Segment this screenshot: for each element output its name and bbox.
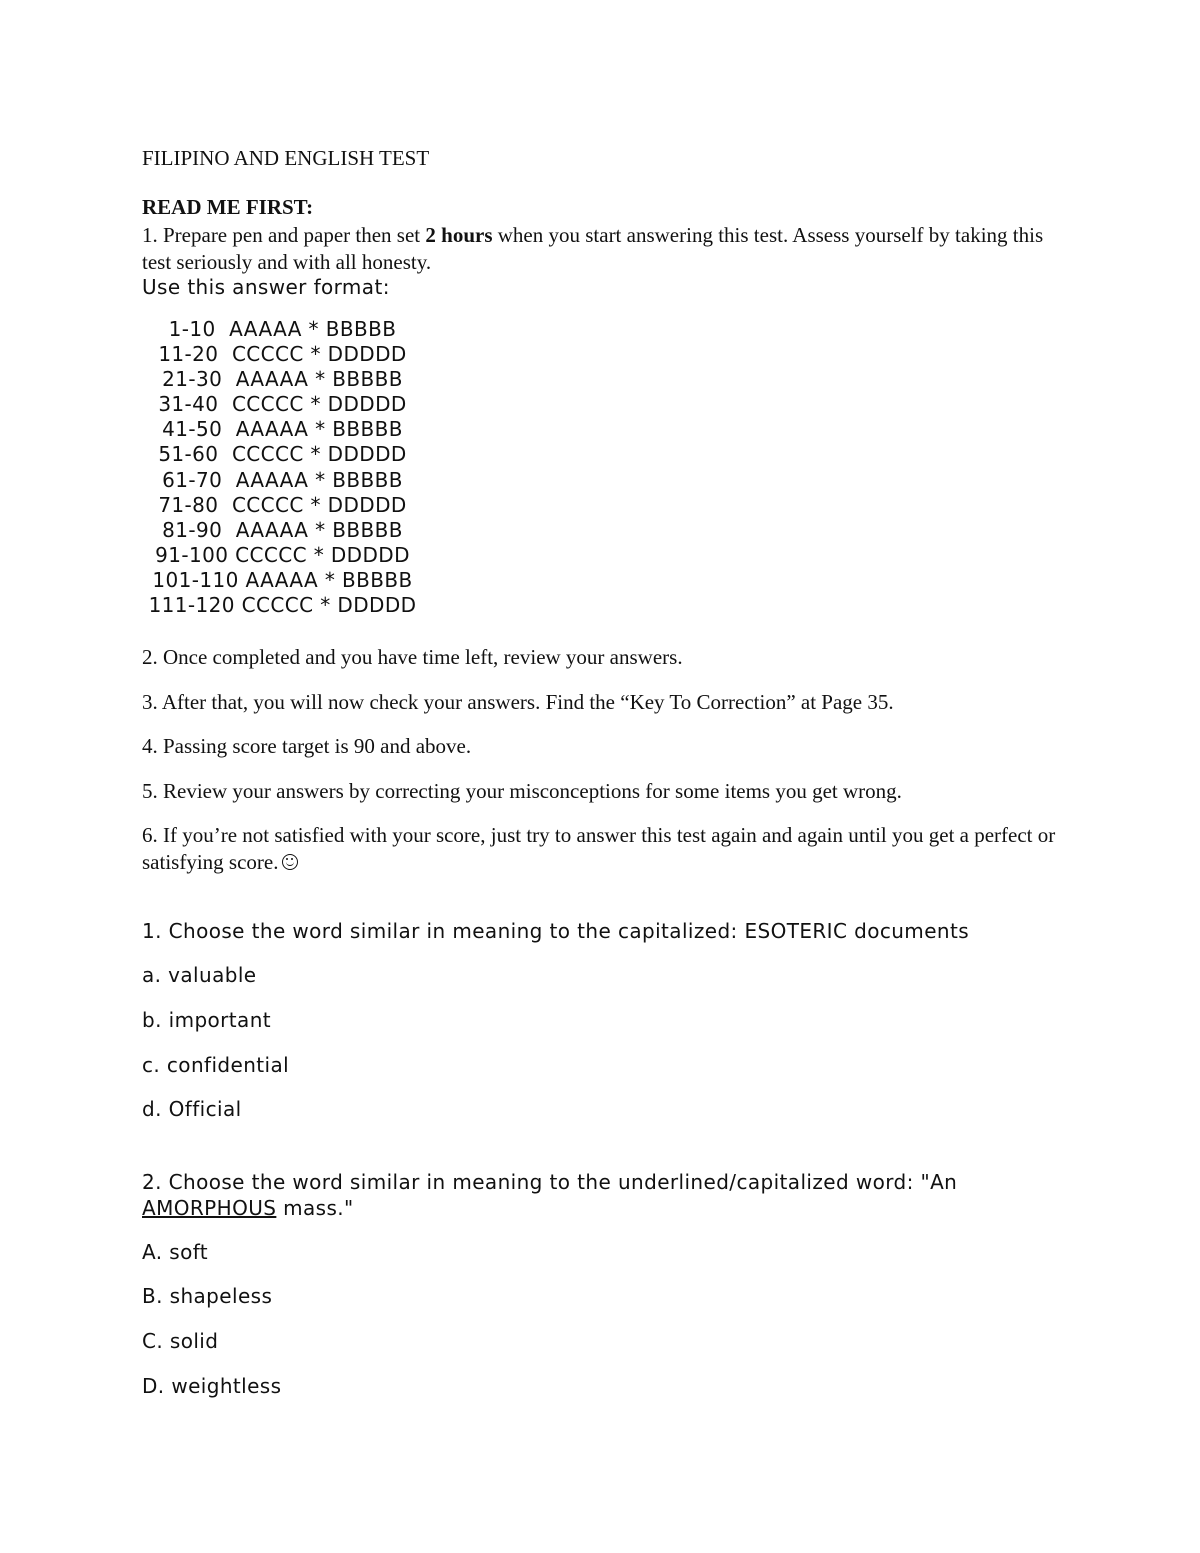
answer-format-line: 31-40 CCCCC * DDDDD (158, 392, 407, 417)
document-title: FILIPINO AND ENGLISH TEST (142, 146, 430, 170)
instruction-1-after: when you start answering this test. Assess yourself by taking this test seriously and with all honesty. (142, 223, 1044, 274)
instruction-1 (142, 222, 1072, 276)
answer-format-line: 61-70 AAAAA * BBBBB (162, 467, 403, 492)
answer-format-line: 1-10 AAAAA * BBBBB (168, 317, 397, 341)
question-1-option-c: c. confidential (142, 1053, 290, 1077)
answer-format-line: 21-30 AAAAA * BBBBB (162, 367, 403, 392)
question-2-option-d: D. weightless (142, 1374, 282, 1398)
answer-format-line: 101-110 AAAAA * BBBBB (152, 567, 413, 592)
question-1-option-d: d. Official (142, 1097, 242, 1121)
rule-6-text: 6. If you’re not satisfied with your score, just try to answer this test again and again until you get a perfect or satisfying score. (142, 823, 1056, 874)
question-1-option-a: a. valuable (142, 963, 257, 987)
answer-format-list (142, 317, 442, 618)
use-format-label: Use this answer format: (142, 275, 390, 299)
rule-3: 3. After that, you will now check your answers. Find the “Key To Correction” at Page 35. (142, 690, 894, 714)
answer-format-line: 81-90 AAAAA * BBBBB (162, 517, 403, 542)
instruction-1-bold: 2 hours (425, 223, 493, 247)
question-2-prompt-before: 2. Choose the word similar in meaning to the underlined/capitalized word: "An (142, 1170, 958, 1194)
answer-format-line: 41-50 AAAAA * BBBBB (162, 417, 403, 442)
read-me-heading: READ ME FIRST: (142, 195, 314, 219)
question-2-prompt (142, 1169, 1042, 1221)
question-2-option-c: C. solid (142, 1329, 219, 1353)
instruction-1-before: 1. Prepare pen and paper then set (142, 223, 426, 247)
rule-6 (142, 822, 1072, 876)
question-1-prompt: 1. Choose the word similar in meaning to the capitalized: ESOTERIC documents (142, 919, 970, 943)
smiley-face-icon (282, 854, 298, 870)
rule-5: 5. Review your answers by correcting your misconceptions for some items you get wrong. (142, 779, 902, 803)
rule-2: 2. Once completed and you have time left, review your answers. (142, 645, 683, 669)
question-2-prompt-after: mass." (276, 1196, 354, 1220)
answer-format-line: 71-80 CCCCC * DDDDD (158, 492, 407, 517)
answer-format-line: 91-100 CCCCC * DDDDD (155, 542, 410, 567)
question-2-option-a: A. soft (142, 1240, 209, 1264)
question-1-option-b: b. important (142, 1008, 272, 1032)
answer-format-line: 11-20 CCCCC * DDDDD (158, 342, 407, 367)
answer-format-line: 51-60 CCCCC * DDDDD (158, 442, 407, 467)
answer-format-line: 111-120 CCCCC * DDDDD (148, 593, 417, 618)
question-2-option-b: B. shapeless (142, 1284, 273, 1308)
rule-4: 4. Passing score target is 90 and above. (142, 734, 472, 758)
question-2-underlined-word: AMORPHOUS (142, 1196, 277, 1220)
